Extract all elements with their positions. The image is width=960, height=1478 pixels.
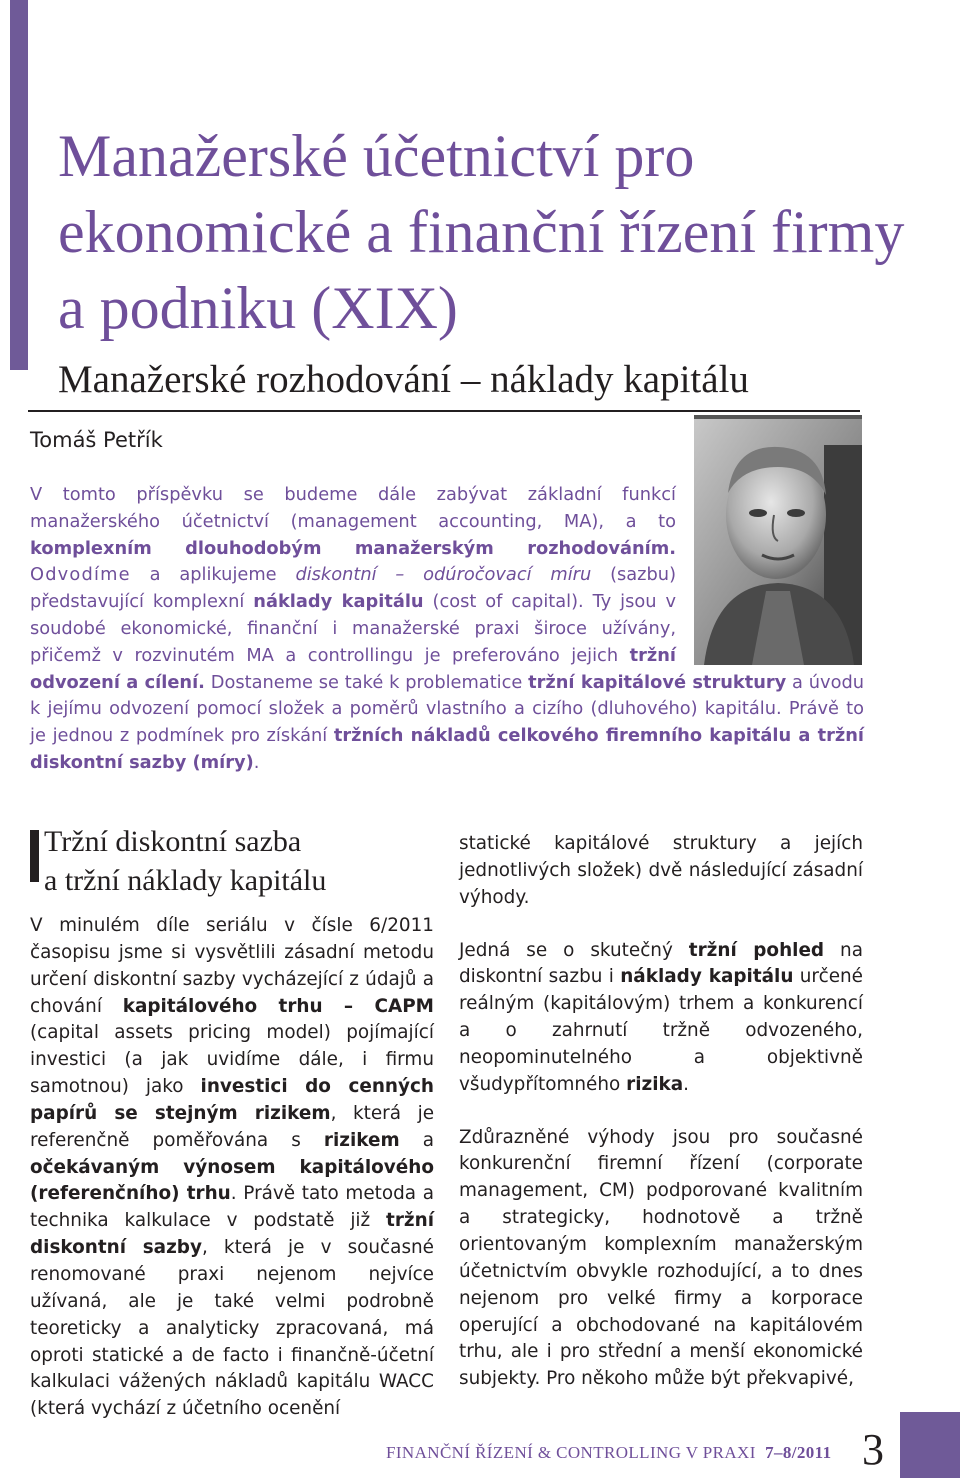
body-text: . Právě tato metoda a technika kalkulace v podstatě již — [30, 1183, 435, 1232]
article-subtitle: Manažerské rozhodování – náklady kapitálu — [58, 358, 749, 401]
body-text: na diskontní sazbu i — [459, 939, 863, 988]
title-divider — [28, 410, 860, 412]
body-paragraph — [459, 938, 863, 1099]
journal-name: FINANČNÍ ŘÍZENÍ & CONTROLLING V PRAXI — [386, 1443, 756, 1462]
intro-emphasis: tržní kapitálové struktury — [528, 671, 787, 693]
intro-paragraph — [30, 482, 864, 777]
body-text: (capital assets pricing model) pojímající investici (a jak uvidíme dále, i firmu samotnou) jako — [30, 1022, 434, 1098]
intro-text: . — [253, 751, 260, 773]
section-heading-line: Tržní diskontní sazba — [44, 825, 302, 858]
section-heading — [44, 822, 404, 900]
body-text: . — [683, 1073, 690, 1095]
body-paragraph — [30, 913, 434, 1423]
body-paragraph: Zdůrazněné výhody jsou pro současné konkurenční firemní řízení (corporate management, CM) podporované kvalitním a strategicky, hodnotově a tržně orientovaným komplexním manažerským účetnictvím obvykle rozhodující, a to dnes nejenom pro velké firmy a korporace operující a obchodované na kapitálovém trhu, ale i pro střední a menší ekonomické subjekty. Pro někoho může být překvapivé, — [459, 1126, 863, 1390]
sidebar-accent-bar — [10, 0, 28, 370]
section-heading-line: a tržní náklady kapitálu — [44, 864, 327, 897]
body-text: V minulém díle seriálu v čísle 6/2011 časopisu jsme si vysvětlili zásadní metodu určení diskontní sazby vycházející z údajů a chování — [30, 915, 434, 1017]
intro-text: a aplikujeme — [130, 564, 296, 586]
page-number: 3 — [862, 1425, 884, 1474]
body-emphasis: očekávaným výnosem kapitálového (referenčního) trhu — [30, 1156, 434, 1205]
body-emphasis: kapitálového trhu – CAPM — [122, 995, 434, 1017]
body-column-left — [30, 913, 434, 1423]
author-name: Tomáš Petřík — [30, 428, 163, 452]
section-marker-bar — [30, 830, 39, 882]
body-text: , která je referenčně poměřována s — [30, 1102, 435, 1151]
body-emphasis: rizikem — [323, 1129, 400, 1151]
page-corner-accent — [900, 1412, 960, 1478]
intro-text: (cost of capital). Ty jsou v soudobé ekonomické, finanční i manažerské praxi široce užívány, přičemž v rozvinutém MA a controllingu je preferováno jejich — [30, 591, 676, 666]
intro-text: Odvodíme — [30, 564, 131, 586]
body-emphasis: tržní pohled — [688, 939, 825, 961]
body-text: určené reálným (kapitálovým) trhem a konkurencí a o zahrnutí tržně odvozeného, neopominutelného a objektivně všudypřítomného — [459, 966, 863, 1095]
intro-text: V tomto příspěvku se budeme dále zabývat základní funkcí manažerského účetnictví (management accounting, MA), a to — [30, 484, 676, 532]
body-text: a — [399, 1129, 434, 1151]
body-emphasis: investici do cenných papírů se stejným rizikem — [30, 1076, 434, 1124]
intro-emphasis: náklady kapitálu — [253, 591, 424, 613]
body-paragraph: statické kapitálové struktury a jejích jednotlivých složek) dvě následující zásadní výhody. — [459, 833, 863, 908]
photo-wrap-space — [676, 482, 864, 654]
intro-emphasis: tržních nákladů celkového firemního kapitálu a tržní diskontní sazby (míry) — [30, 725, 864, 773]
intro-emphasis: tržní odvození a cílení. — [30, 644, 676, 693]
issue-number: 7–8/2011 — [765, 1443, 832, 1462]
body-column-right — [459, 831, 863, 1393]
article-title: Manažerské účetnictví pro ekonomické a finanční řízení firmy a podniku (XIX) — [58, 123, 905, 341]
body-text: , která je v současné renomované praxi nejenom nejvíce užívaná, ale je také velmi podrobně teoreticky a analyticky zpracovaná, má oproti statické a de facto i finančně-účetní kalkulaci vážených nákladů kapitálu WACC (která vychází z účetního ocenění — [30, 1237, 434, 1420]
page-footer — [386, 1442, 832, 1464]
intro-text: Dostaneme se také k problematice — [204, 671, 529, 693]
intro-text: (sazbu) představující komplexní — [30, 564, 677, 613]
intro-emphasis: komplexním dlouhodobým manažerským rozhodováním. — [30, 537, 676, 559]
body-emphasis: rizika — [626, 1073, 684, 1095]
body-text: Jedná se o skutečný — [459, 939, 689, 961]
body-emphasis: náklady kapitálu — [620, 966, 794, 988]
intro-italic: diskontní – odúročovací míru — [295, 564, 592, 586]
intro-text: a úvodu k jejímu odvození pomocí složek a poměrů vlastního a cizího (dluhového) kapitálu. Právě to je jednou z podmínek pro získání — [30, 671, 865, 747]
body-emphasis: tržní diskontní sazby — [30, 1210, 434, 1259]
